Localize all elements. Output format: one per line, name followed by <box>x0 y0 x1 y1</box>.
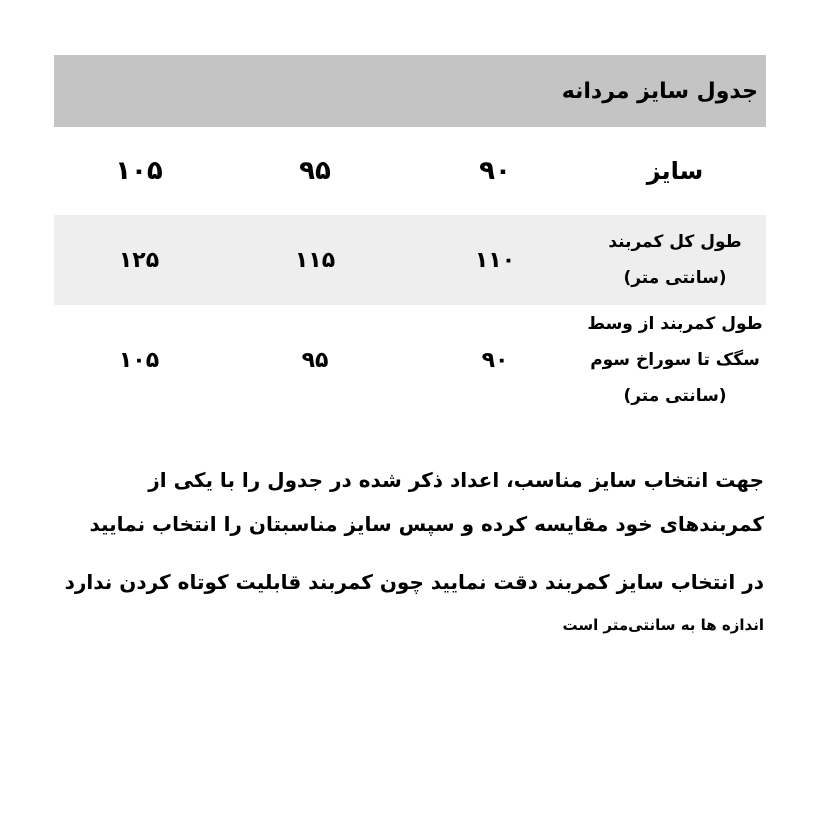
row-label-total-length <box>584 224 766 296</box>
table-row <box>54 305 766 415</box>
row-label-line: سگک تا سوراخ سوم <box>590 350 760 370</box>
table-title: جدول سایز مردانه <box>54 55 766 127</box>
row-label-line: (سانتی متر) <box>623 268 727 288</box>
header-size-90: ۹۰ <box>479 156 511 186</box>
note-line: جهت انتخاب سایز مناسب، اعداد ذکر شده در جدول را با یکی از <box>148 468 764 492</box>
size-label: سایز <box>646 157 704 185</box>
size-notes <box>54 458 764 634</box>
row-label-buckle-length <box>584 306 766 414</box>
row-label-line: طول کل کمربند <box>608 232 742 252</box>
size-table <box>54 55 766 415</box>
header-size-105: ۱۰۵ <box>115 156 163 186</box>
table-cell: ۱۱۵ <box>294 247 336 273</box>
table-cell: ۱۲۵ <box>118 247 160 273</box>
row-label-line: طول کمربند از وسط <box>587 314 763 334</box>
table-row <box>54 215 766 305</box>
table-cell: ۹۰ <box>481 347 509 373</box>
table-header-row <box>54 127 766 215</box>
header-size-95: ۹۵ <box>299 156 331 186</box>
note-line: کمربندهای خود مقایسه کرده و سپس سایز مناسبتان را انتخاب نمایید <box>89 512 764 536</box>
table-cell: ۱۱۰ <box>474 247 516 273</box>
row-label-line: (سانتی متر) <box>623 386 727 406</box>
note-units: اندازه ها به سانتی‌متر است <box>562 616 764 634</box>
table-cell: ۱۰۵ <box>118 347 160 373</box>
note-warning: در انتخاب سایز کمربند دقت نمایید چون کمربند قابلیت کوتاه کردن ندارد <box>64 570 764 594</box>
table-cell: ۹۵ <box>301 347 329 373</box>
